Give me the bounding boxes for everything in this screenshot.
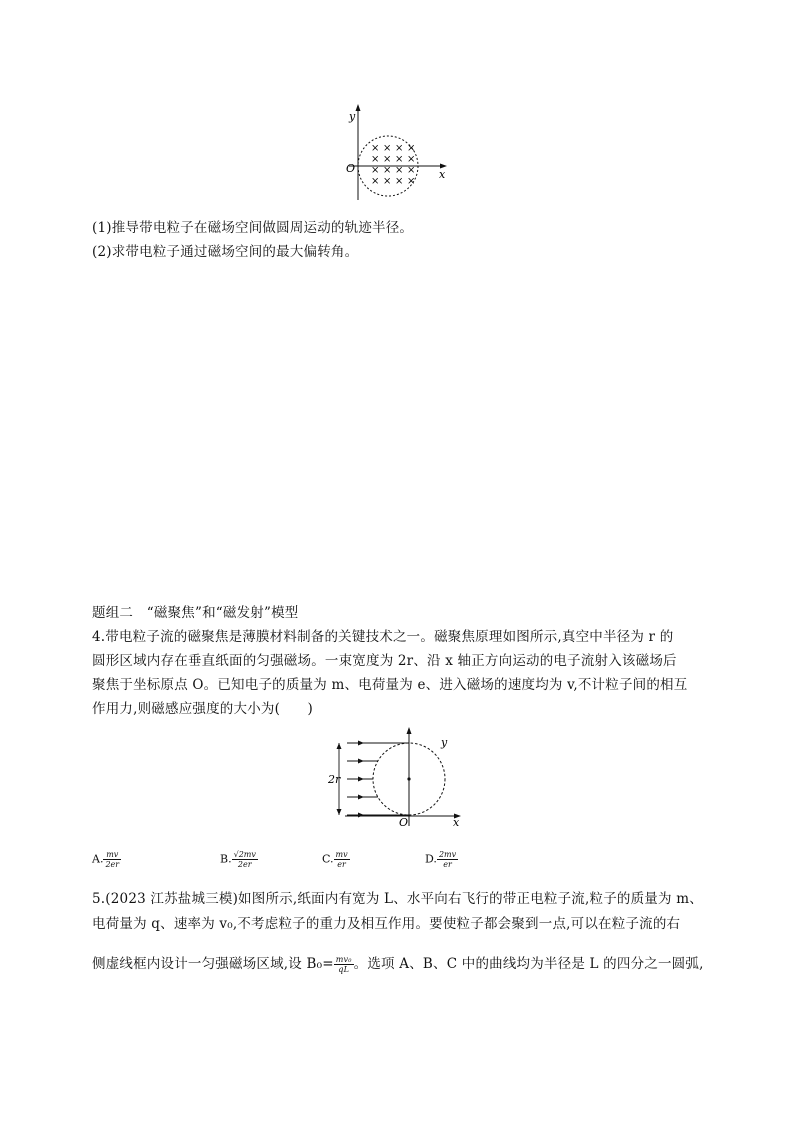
option-c-label: C. (322, 852, 334, 866)
q3-subquestion-1: (1)推导带电粒子在磁场空间做圆周运动的轨迹半径。 (92, 220, 414, 236)
electron-beam-arrow (358, 759, 364, 764)
option-b-label: B. (220, 852, 232, 866)
q5-line-1: 5.(2023 江苏盐城三模)如图所示,纸面内有宽为 L、水平向右飞行的带正电粒子流,粒子的质量为 m、 (92, 891, 703, 907)
option-d-denominator: er (443, 860, 452, 869)
field-mark: × (407, 165, 416, 176)
q4-line-3: 聚焦于坐标原点 O。已知电子的质量为 m、电荷量为 e、进入磁场的速度均为 v,不计粒子间的相互 (92, 677, 688, 693)
option-d-fraction (437, 850, 458, 869)
y-axis-label: y (349, 110, 356, 123)
field-mark: × (383, 143, 392, 154)
figure-field-circle (335, 100, 455, 205)
field-mark: × (371, 143, 380, 154)
field-mark: × (395, 165, 404, 176)
field-mark: × (395, 143, 404, 154)
x-axis-label: x (439, 168, 446, 181)
field-mark: × (383, 176, 392, 187)
q4-line-1: 4.带电粒子流的磁聚焦是薄膜材料制备的关键技术之一。磁聚焦原理如图所示,真空中半径为 r 的 (92, 629, 674, 645)
field-marks (371, 143, 415, 187)
option-c-denominator: er (337, 860, 346, 869)
electron-beam-arrow (358, 777, 364, 782)
field-mark: × (407, 176, 416, 187)
option-b-numerator: √2mv (233, 850, 256, 859)
option-c-fraction (334, 850, 350, 869)
q3-subquestion-2: (2)求带电粒子通过磁场空间的最大偏转角。 (92, 244, 359, 260)
x-axis-label: x (453, 816, 460, 829)
field-mark: × (371, 165, 380, 176)
q5-line-2: 电荷量为 q、速率为 v₀,不考虑粒子的重力及相互作用。要使粒子都会聚到一点,可以在粒子流的右 (92, 916, 681, 932)
field-mark: × (371, 176, 380, 187)
y-axis-arrow (356, 104, 361, 111)
q5-b0-numerator: mv₀ (335, 955, 352, 964)
electron-beams (347, 741, 409, 818)
electron-beam-arrow (358, 813, 364, 818)
field-mark: × (383, 165, 392, 176)
option-a-fraction (103, 850, 121, 869)
y-axis-arrow (407, 727, 412, 734)
q4-line-2: 圆形区域内存在垂直纸面的匀强磁场。一束宽度为 2r、沿 x 轴正方向运动的电子流射入该磁场后 (92, 653, 677, 669)
field-circle-diagram (335, 100, 455, 205)
option-a-numerator: mv (103, 850, 121, 860)
option-d[interactable] (425, 850, 458, 869)
option-b-denominator: 2er (237, 860, 252, 869)
field-mark: × (383, 154, 392, 165)
width-arrow-top (337, 743, 342, 749)
option-d-label: D. (425, 852, 437, 866)
q5-line-3 (92, 954, 704, 974)
option-b[interactable] (220, 850, 258, 869)
y-axis-label: y (441, 736, 448, 749)
option-c[interactable] (322, 850, 350, 869)
q5-b0-fraction (334, 955, 354, 974)
width-arrow-bottom (337, 809, 342, 815)
q5-line-3-post: 。选项 A、B、C 中的曲线均为半径是 L 的四分之一圆弧, (353, 956, 704, 972)
origin-label: O (346, 162, 356, 175)
option-a-denominator: 2er (105, 860, 120, 869)
q4-line-4: 作用力,则磁感应强度的大小为( ) (92, 701, 313, 717)
circle-center (407, 777, 410, 780)
option-c-numerator: mv (335, 850, 348, 859)
section-title: 题组二 “磁聚焦”和“磁发射”模型 (92, 605, 299, 621)
field-mark: × (395, 176, 404, 187)
field-mark: × (407, 154, 416, 165)
field-mark: × (395, 154, 404, 165)
q5-line-3-pre: 侧虚线框内设计一匀强磁场区域,设 B₀= (92, 956, 334, 972)
electron-beam-arrow (358, 741, 364, 746)
q5-b0-denominator: qL (338, 965, 350, 974)
field-mark: × (407, 143, 416, 154)
option-d-numerator: 2mv (438, 850, 457, 859)
field-mark: × (371, 154, 380, 165)
figure-magnetic-focus (325, 722, 475, 830)
width-label: 2r (328, 773, 341, 786)
option-b-fraction (232, 850, 258, 869)
option-a[interactable] (92, 850, 121, 869)
electron-beam-arrow (358, 795, 364, 800)
origin-label: O (399, 816, 409, 829)
option-a-label: A. (92, 852, 104, 866)
magnetic-focus-diagram (325, 722, 475, 830)
